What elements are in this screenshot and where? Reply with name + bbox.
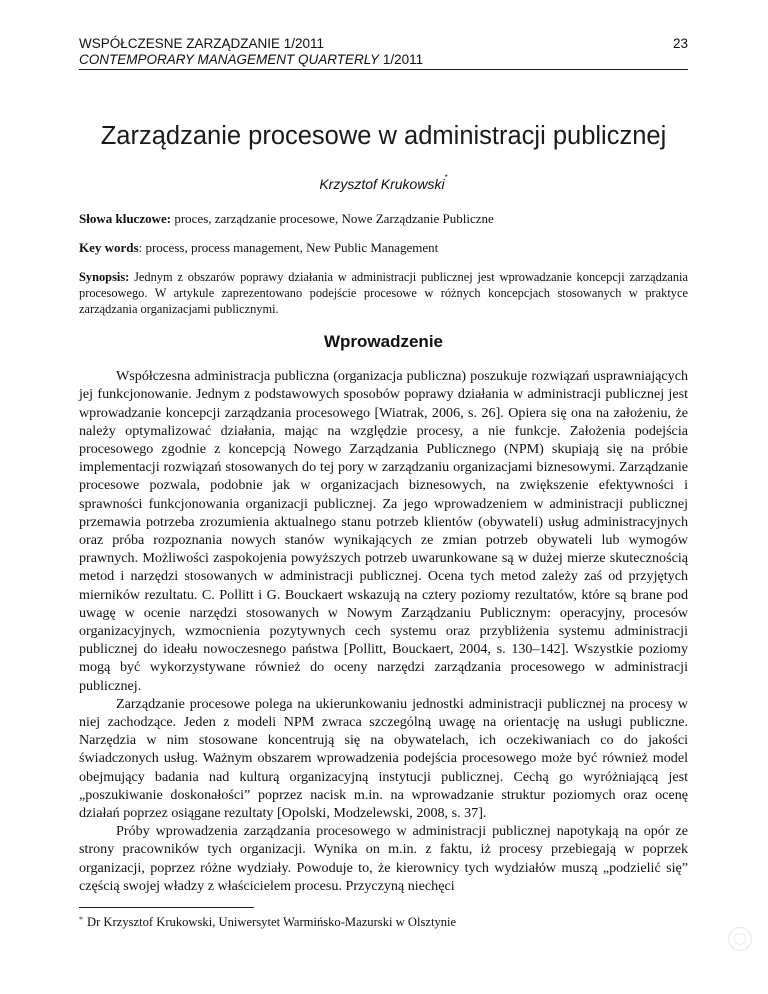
journal-name-pl: WSPÓŁCZESNE ZARZĄDZANIE 1/2011 [79,36,325,51]
paragraph-1: Współczesna administracja publiczna (organizacja publiczna) poszukuje rozwiązań usprawniających jej funkcjonowanie. Jednym z podstawowych sposobów poprawy działania w administracji publicznej jest wprowadzanie koncepcji zarządzania procesowego [Wiatrak, 2006, s. 26]. Opiera się ona na założeniu, że należy optymalizować działania, mając na względzie procesy, a nie funkcje. Założenia podejścia procesowego zgodnie z koncepcją Nowego Zarządzania Publicznego (NPM) skupiają się na próbie implementacji rozwiązań stosowanych do tej pory w zarządzaniu organizacjami biznesowymi. Zarządzanie procesowe pozwala, podobnie jak w organizacjach biznesowych, na zwiększenie efektywności i sprawności funkcjonowania organizacji publicznej. Za jego wprowadzeniem w administracji publicznej przemawia potrzeba zrozumienia aktualnego stanu potrzeb klientów (obywateli) usług administracyjnych oraz próba rozpoznania nowych stanów wynikających ze zmian potrzeb obywateli lub wymogów prawnych. Możliwości zaspokojenia powyższych potrzeb uwarunkowane są w dużej mierze skutecznością metod i narzędzi stosowanych w administracji publicznej. Ocena tych metod zależy zaś od przyjętych mierników rezultatu. C. Pollitt i G. Bouckaert wskazują na cztery poziomy rezultatów, które są brane pod uwagę w ocenie narzędzi stosowanych w Nowym Zarządzaniu Publicznym: operacyjny, procesów organizacyjnych, wzmocnienia pozytywnych cech systemu oraz przybliżenia systemu administracji publicznej do ideału nowoczesnego państwa [Pollitt, Bouckaert, 2004, s. 130–142]. Wszystkie poziomy mogą być wykorzystywane również do oceny narzędzi zarządzania procesowego w administracji publicznej. [79,368,688,694]
running-head [79,36,688,70]
keywords-pl-label: Słowa kluczowe: [79,211,172,226]
paragraph-2: Zarządzanie procesowe polega na ukierunkowaniu jednostki administracji publicznej na procesy w niej zachodzące. Jeden z modeli NPM zwraca szczególną uwagę na orientację na usługi publiczne. Narzędzia w nim stosowane koncentrują się na obywatelach, ich oczekiwaniach co do jakości świadczonych usług. Ważnym obszarem wprowadzenia podejścia procesowego może być również model obejmujący badania nad kulturą organizacyjną instytucji publicznej. Cechą go wyróżniającą jest „poszukiwanie doskonałości” poprzez nacisk m.in. na wprowadzanie struktur poziomych oraz ocenę działań poprzez osiągane rezultaty [Opolski, Modzelewski, 2008, s. 37]. [79,695,688,821]
synopsis [79,269,688,317]
journal-name-en-title: CONTEMPORARY MANAGEMENT QUARTERLY [79,52,380,67]
author-line [79,173,688,192]
page-number: 23 [672,36,688,51]
section-heading: Wprowadzenie [323,332,443,351]
footnote [79,914,688,930]
keywords-en-label: Key words [79,240,139,255]
journal-page [79,36,688,930]
paragraph-3: Próby wprowadzenia zarządzania procesowego w administracji publicznej napotykają na opór ze strony pracowników tych organizacji. Wynika on m.in. z faktu, iż procesy przebiegają w poprzek organizacji, poprzez różne wydziały. Powoduje to, że kierownicy tych wydziałów muszą „podzielić się” częścią swojej władzy z właścicielem procesu. Przyczyną niechęci [79,823,688,894]
article-title: Zarządzanie procesowe w administracji publicznej [100,122,667,150]
synopsis-label: Synopsis: [79,270,130,284]
keywords-pl-text: proces, zarządzanie procesowe, Nowe Zarządzanie Publiczne [171,211,494,226]
footnote-separator [79,907,254,908]
keywords-pl [79,211,688,227]
footnote-mark: * [79,915,83,924]
author-name: Krzysztof Krukowski [319,176,445,192]
header-rule [79,69,688,70]
synopsis-text: Jednym z obszarów poprawy działania w administracji publicznej jest wprowadzanie koncepcji zarządzania procesowego. W artykule zaprezentowano podejście procesowe w różnych koncepcjach stosowanych w praktyce zarządzania organizacjami publicznymi. [79,270,688,316]
footnote-text: Dr Krzysztof Krukowski, Uniwersytet Warmińsko-Mazurski w Olsztynie [87,915,457,929]
keywords-en [79,240,688,256]
keywords-en-text: : process, process management, New Public Management [138,240,439,255]
author-footnote-mark[interactable]: * [444,173,448,182]
watermark-logo-icon [728,927,752,951]
journal-name-en-issue: 1/2011 [379,52,424,67]
journal-name-en [79,52,688,68]
article-body [79,367,688,895]
